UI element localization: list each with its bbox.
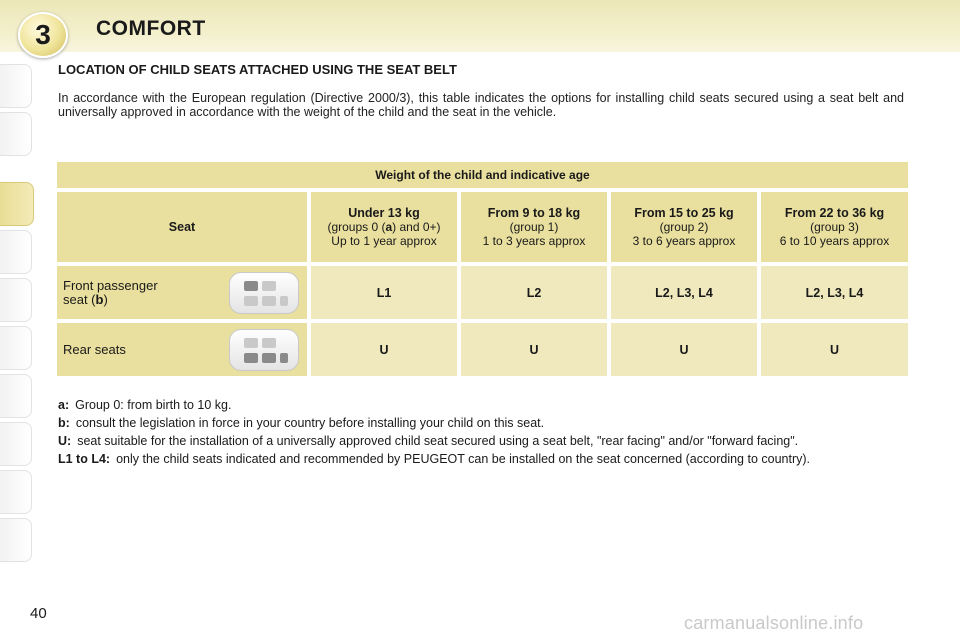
column-header <box>611 192 757 262</box>
column-header <box>761 192 908 262</box>
chapter-tab[interactable] <box>0 112 32 156</box>
column-title: From 22 to 36 kg <box>784 206 885 220</box>
footnote <box>58 398 904 412</box>
chapter-tab[interactable] <box>0 518 32 562</box>
chapter-tab[interactable] <box>0 278 32 322</box>
table-row-label-rear <box>57 323 307 376</box>
chapter-tab[interactable] <box>0 64 32 108</box>
column-header <box>311 192 457 262</box>
column-title: From 9 to 18 kg <box>487 206 581 220</box>
footnote-key: b: <box>58 416 70 430</box>
intro-paragraph: In accordance with the European regulation (Directive 2000/3), this table indicates the options for installing child seats secured using a seat belt and universally approved in accordance with the weight of the child and the seat in the vehicle. <box>58 91 904 119</box>
footnote-key: L1 to L4: <box>58 452 111 466</box>
car-top-view-rear-seat-icon <box>229 329 299 371</box>
chapter-tab[interactable] <box>0 374 32 418</box>
table-cell: U <box>311 323 457 376</box>
footnote <box>58 416 904 430</box>
table-cell: U <box>461 323 607 376</box>
footnote-text: Group 0: from birth to 10 kg. <box>75 398 232 412</box>
column-age: 6 to 10 years approx <box>779 234 890 248</box>
table-cell: U <box>761 323 908 376</box>
chapter-tab[interactable] <box>0 422 32 466</box>
column-age: Up to 1 year approx <box>331 234 437 248</box>
footnotes <box>58 398 904 470</box>
column-groups: (groups 0 (a) and 0+) <box>327 220 441 234</box>
column-group: (group 1) <box>509 220 559 234</box>
page-number: 40 <box>30 605 47 622</box>
footnote <box>58 434 904 448</box>
table-cell: L2, L3, L4 <box>611 266 757 319</box>
row-label-text: Front passenger seat (b) <box>63 277 158 307</box>
chapter-title: COMFORT <box>96 17 206 40</box>
weight-header: Weight of the child and indicative age <box>57 162 908 188</box>
column-group: (group 2) <box>659 220 709 234</box>
column-title: Under 13 kg <box>348 206 420 220</box>
column-header <box>461 192 607 262</box>
section-title: LOCATION OF CHILD SEATS ATTACHED USING THE SEAT BELT <box>58 62 457 77</box>
column-title: From 15 to 25 kg <box>634 206 734 220</box>
chapter-tab[interactable] <box>0 470 32 514</box>
chapter-tab-strip <box>0 64 34 576</box>
footnote-key: U: <box>58 434 72 448</box>
footnote-key: a: <box>58 398 70 412</box>
footnote-text: consult the legislation in force in your country before installing your child on this seat. <box>75 416 545 430</box>
table-row-label-front <box>57 266 307 319</box>
child-seat-table <box>57 162 904 376</box>
seat-header: Seat <box>57 192 307 262</box>
footnote-text: only the child seats indicated and recommended by PEUGEOT can be installed on the seat concerned (according to country). <box>116 452 811 466</box>
chapter-header <box>0 0 960 52</box>
footnote <box>58 452 904 466</box>
footnote-text: seat suitable for the installation of a universally approved child seat secured using a seat belt, "rear facing" and/or "forward facing". <box>77 434 799 448</box>
chapter-tab-active[interactable] <box>0 182 34 226</box>
chapter-number-badge <box>18 12 68 58</box>
table-cell: L2, L3, L4 <box>761 266 908 319</box>
column-age: 1 to 3 years approx <box>482 234 586 248</box>
column-age: 3 to 6 years approx <box>632 234 736 248</box>
row-label-text: Rear seats <box>63 341 126 357</box>
table-cell: L1 <box>311 266 457 319</box>
chapter-tab[interactable] <box>0 326 32 370</box>
table-cell: U <box>611 323 757 376</box>
column-group: (group 3) <box>810 220 859 234</box>
car-top-view-front-seat-icon <box>229 272 299 314</box>
watermark: carmanualsonline.info <box>684 613 864 633</box>
chapter-tab[interactable] <box>0 230 32 274</box>
table-cell: L2 <box>461 266 607 319</box>
chapter-number: 3 <box>35 19 51 50</box>
